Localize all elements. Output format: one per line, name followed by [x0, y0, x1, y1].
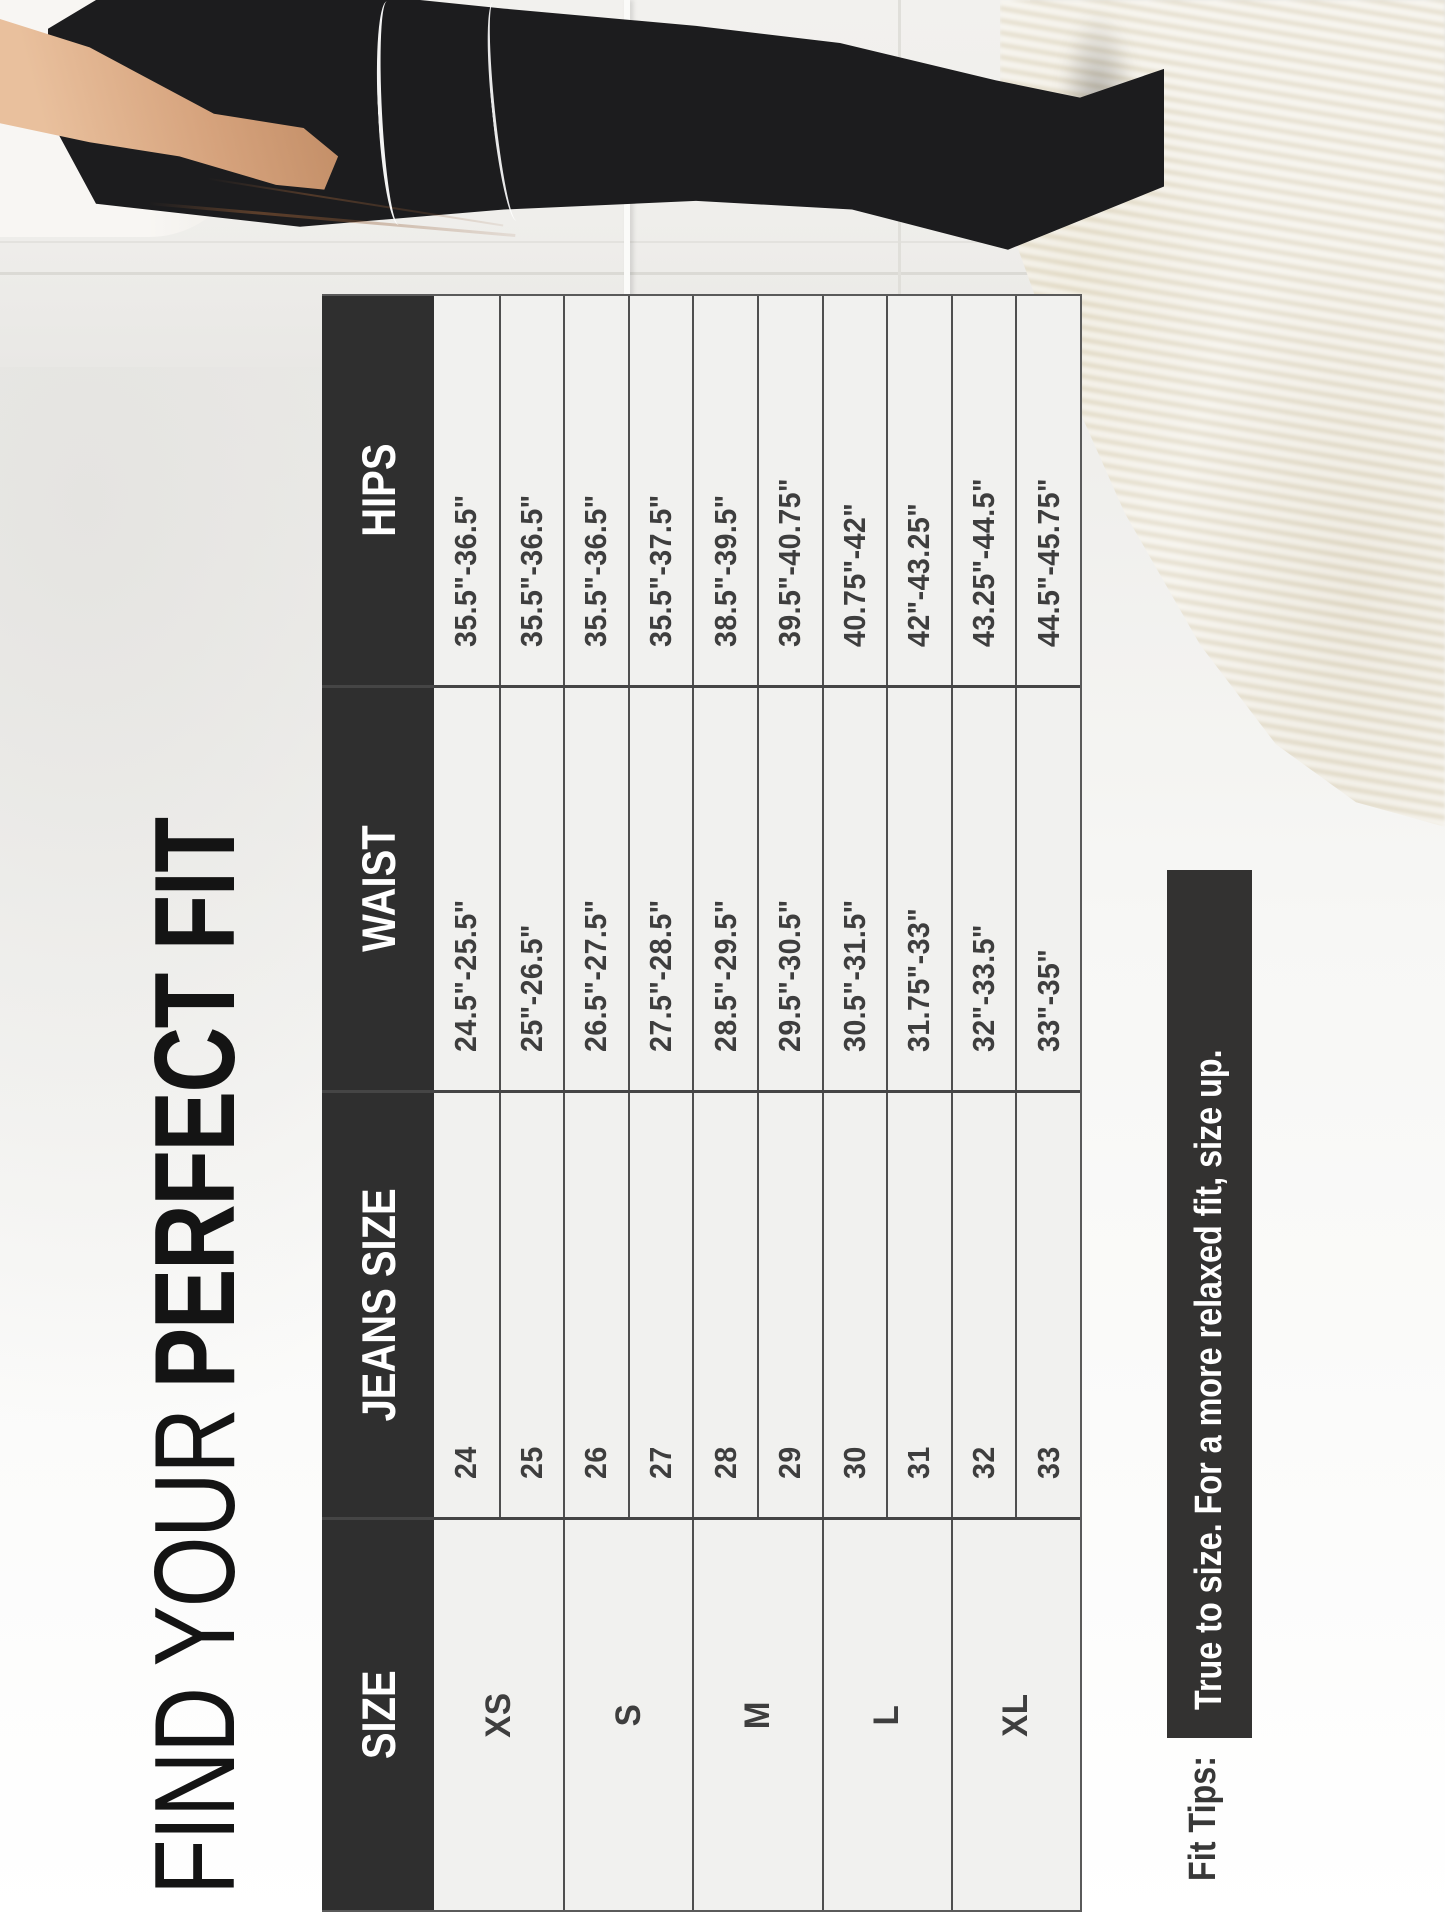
jeans-size-cell [692, 1093, 757, 1517]
hips-cell-value: 42"-43.25" [901, 502, 937, 647]
waist-cell-value: 32"-33.5" [966, 924, 1002, 1052]
jeans-size-cell [757, 1093, 822, 1517]
hips-cell-value: 35.5"-37.5" [643, 494, 679, 647]
hips-cell-value: 35.5"-36.5" [578, 494, 614, 647]
hips-cell [628, 296, 693, 685]
page-title [130, 819, 261, 1895]
waist-cell [434, 688, 499, 1090]
waist-cell-value: 31.75"-33" [901, 907, 937, 1052]
hips-cell-value: 35.5"-36.5" [513, 494, 549, 647]
hips-cell-value: 38.5"-39.5" [707, 494, 743, 647]
column-body-jeans [434, 1093, 1080, 1517]
waist-cell [757, 688, 822, 1090]
hips-cell [563, 296, 628, 685]
title-bold: PERFECT FIT [132, 818, 259, 1389]
size-group-cell [692, 1520, 821, 1910]
hips-cell [499, 296, 564, 685]
hips-cell [757, 296, 822, 685]
waist-cell [563, 688, 628, 1090]
jeans-size-cell-value: 28 [707, 1446, 743, 1479]
jeans-size-cell-value: 27 [643, 1446, 679, 1479]
column-header-jeans-size [322, 1093, 434, 1517]
waist-cell-value: 28.5"-29.5" [707, 899, 743, 1052]
waist-cell-value: 27.5"-28.5" [643, 899, 679, 1052]
size-chart-table [322, 294, 1082, 1912]
jeans-size-cell-value: 32 [966, 1446, 1002, 1479]
column-header-hips [322, 296, 434, 685]
waist-cell-value: 26.5"-27.5" [578, 899, 614, 1052]
size-group-cell [951, 1520, 1080, 1910]
jeans-size-cell [886, 1093, 951, 1517]
waist-cell [628, 688, 693, 1090]
column-body-waist [434, 688, 1080, 1090]
waist-cell-value: 33"-35" [1030, 948, 1066, 1052]
hips-cell-value: 43.25"-44.5" [966, 478, 1002, 647]
hips-cell [822, 296, 887, 685]
jeans-size-cell-value: 30 [836, 1446, 872, 1479]
waist-cell-value: 30.5"-31.5" [836, 899, 872, 1052]
column-header-waist [322, 688, 434, 1090]
jeans-size-cell-value: 31 [901, 1446, 937, 1479]
column-header-size [322, 1520, 434, 1910]
column-jeans-size [322, 1093, 1080, 1520]
jeans-size-cell [628, 1093, 693, 1517]
hips-cell-value: 39.5"-40.75" [772, 478, 808, 647]
hips-cell [692, 296, 757, 685]
jeans-size-cell [1015, 1093, 1080, 1517]
column-size [322, 1520, 1080, 1910]
fit-tips-note [1167, 870, 1252, 1738]
column-waist [322, 688, 1080, 1093]
model-photo [0, 0, 1200, 287]
column-header-label: WAIST [351, 825, 405, 953]
fit-tips-note-text: True to size. For a more relaxed fit, size up. [1188, 1049, 1230, 1710]
fit-tips-label: Fit Tips: [1182, 1755, 1224, 1881]
jeans-size-cell-value: 26 [578, 1446, 614, 1479]
size-group-cell [434, 1520, 563, 1910]
jeans-size-cell [563, 1093, 628, 1517]
size-group-cell-value: M [737, 1700, 777, 1730]
size-group-cell-value: XS [478, 1692, 518, 1738]
waist-cell [886, 688, 951, 1090]
size-group-cell-value: S [608, 1703, 648, 1727]
waist-cell-value: 24.5"-25.5" [448, 899, 484, 1052]
column-hips [322, 296, 1080, 688]
column-header-label: HIPS [351, 443, 405, 538]
hips-cell [886, 296, 951, 685]
jeans-size-cell-value: 33 [1030, 1446, 1066, 1479]
waist-cell-value: 25"-26.5" [513, 924, 549, 1052]
title-regular: FIND YOUR [132, 1409, 259, 1895]
waist-cell [692, 688, 757, 1090]
hips-cell [951, 296, 1016, 685]
jeans-size-cell-value: 29 [772, 1446, 808, 1479]
waist-cell [951, 688, 1016, 1090]
size-group-cell [563, 1520, 692, 1910]
waist-cell [822, 688, 887, 1090]
jeans-size-cell-value: 25 [513, 1446, 549, 1479]
hips-cell-value: 35.5"-36.5" [448, 494, 484, 647]
hips-cell-value: 40.75"-42" [836, 502, 872, 647]
size-group-cell [822, 1520, 951, 1910]
waist-cell [1015, 688, 1080, 1090]
column-header-label: SIZE [351, 1670, 405, 1760]
hips-cell [1015, 296, 1080, 685]
column-body-hips [434, 296, 1080, 685]
waist-cell [499, 688, 564, 1090]
hips-cell-value: 44.5"-45.75" [1030, 478, 1066, 647]
waist-cell-value: 29.5"-30.5" [772, 899, 808, 1052]
jeans-size-cell [951, 1093, 1016, 1517]
column-body-size [434, 1520, 1080, 1910]
column-header-label: JEANS SIZE [351, 1188, 405, 1422]
jeans-size-cell-value: 24 [448, 1446, 484, 1479]
size-group-cell-value: XL [996, 1693, 1036, 1737]
hips-cell [434, 296, 499, 685]
size-group-cell-value: L [867, 1704, 907, 1726]
jeans-size-cell [822, 1093, 887, 1517]
jeans-size-cell [434, 1093, 499, 1517]
jeans-size-cell [499, 1093, 564, 1517]
